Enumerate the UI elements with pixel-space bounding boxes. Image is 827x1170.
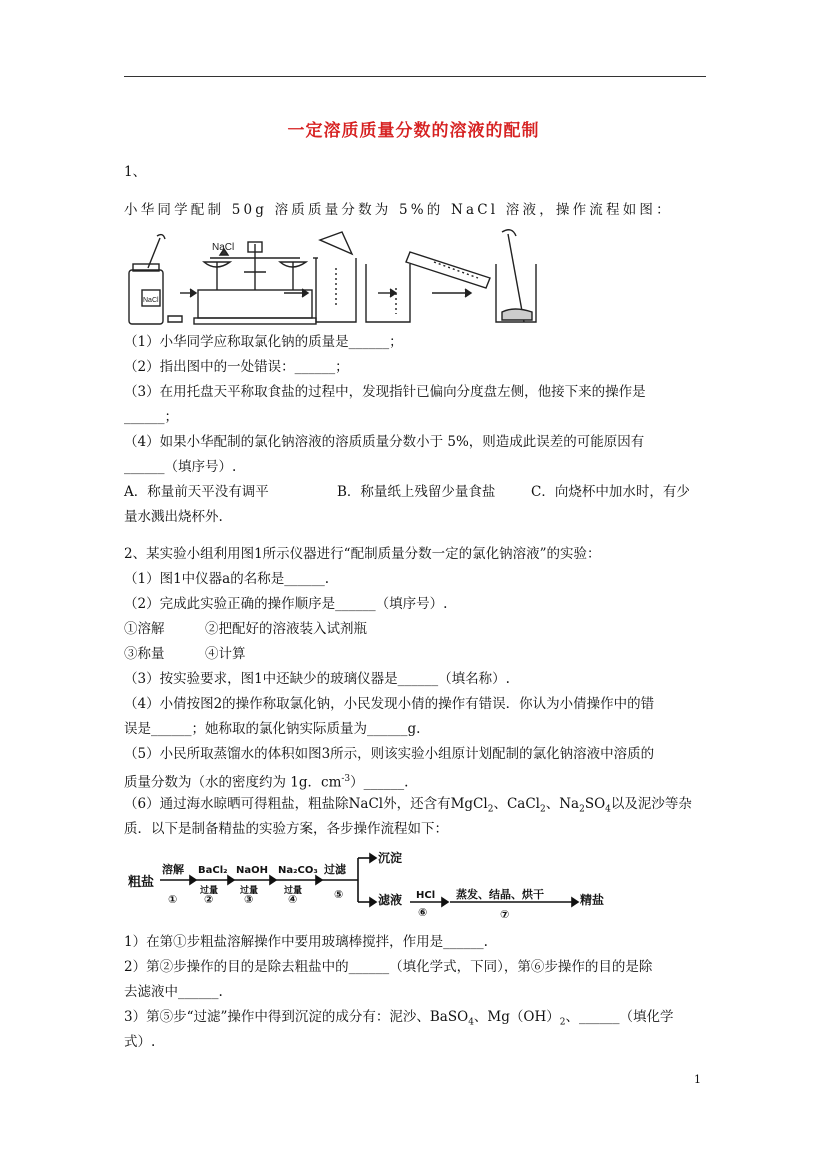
q2-step-2: ②把配好的溶液装入试剂瓶 [205, 621, 367, 637]
flow-naoh: NaOH [236, 865, 268, 876]
question-1-number: 1、 [124, 164, 147, 180]
flow-precipitate: 沉淀 [378, 851, 403, 865]
flow-step-2: ② [204, 893, 214, 906]
flow-bacl2: BaCl₂ [198, 865, 228, 876]
q1-part-2: （2）指出图中的一处错误：______； [124, 359, 349, 375]
nacl-figure-label: NaCl [212, 242, 235, 253]
flow-step-3: ③ [244, 893, 254, 906]
q2-followup-2a: 2）第②步操作的目的是除去粗盐中的______（填化学式，下同），第⑥步操作的目的是除 [124, 959, 653, 975]
reagent-jar-icon [129, 235, 165, 324]
flow-na2co3: Na₂CO₃ [278, 865, 318, 876]
flow-fine-salt: 精盐 [580, 893, 605, 907]
flow-evaporate: 蒸发、结晶、烘干 [456, 888, 544, 901]
q2-part-2: （2）完成此实验正确的操作顺序是______（填序号）. [124, 596, 448, 612]
flow-step-7: ⑦ [500, 908, 510, 921]
q2-part-5a: （5）小民所取蒸馏水的体积如图3所示，则该实验小组原计划配制的氯化钠溶液中溶质的 [124, 746, 655, 762]
page-title: 一定溶质质量分数的溶液的配制 [287, 121, 540, 141]
q2-part-4b: 误是______；她称取的氯化钠实际质量为______g. [124, 721, 421, 737]
q1-part-3b: ______； [124, 409, 178, 425]
q2-step-4: ④计算 [205, 646, 246, 662]
question-2-intro: 2、某实验小组利用图1所示仪器进行“配制质量分数一定的氯化钠溶液”的实验： [124, 546, 601, 562]
flow-filter: 过滤 [324, 863, 346, 876]
flow-excess-3: 过量 [284, 886, 303, 896]
flow-step-4: ④ [288, 893, 298, 906]
q2-followup-2b: 去滤液中______. [124, 984, 223, 1000]
stirring-beaker-icon [496, 230, 536, 322]
q2-followup-3b: 式）. [124, 1034, 156, 1050]
q2-followup-3a: 3）第⑤步“过滤”操作中得到沉淀的成分有：泥沙、BaSO$_4$、$Mg(OH)_2$、______（填化学 [124, 1009, 674, 1028]
q2-part-4a: （4）小倩按图2的操作称取氯化钠，小民发现小倩的操作有错误．你认为小倩操作中的错 [124, 696, 655, 712]
q2-part-1: （1）图1中仪器a的名称是______. [124, 571, 330, 587]
q1-part-1: （1）小华同学应称取氯化钠的质量是______； [124, 334, 403, 350]
q2-step-1: ①溶解 [124, 621, 165, 637]
q2-part-3: （3）按实验要求，图1中还缺少的玻璃仪器是______（填名称）. [124, 671, 510, 687]
q2-step-3: ③称量 [124, 646, 165, 662]
flow-step-6: ⑥ [418, 906, 428, 919]
page-number: 1 [694, 1073, 701, 1086]
q1-option-a: A．称量前天平没有调平 [124, 484, 269, 500]
flow-filtrate: 滤液 [378, 893, 403, 907]
q1-procedure-figure [124, 228, 604, 328]
header-rule [124, 76, 706, 77]
q2-part-5b: 质量分数为（水的密度约为 1g．$cm^{-3})\_\_\_\_\_\_$. [124, 774, 409, 791]
flow-step-1: ① [168, 893, 178, 906]
salt-purification-flowchart [124, 846, 624, 922]
q1-part-4b: ______（填序号）. [124, 459, 237, 475]
flow-crude-salt: 粗盐 [128, 875, 155, 890]
q1-part-3a: （3）在用托盘天平称取食盐的过程中，发现指针已偏向分度盘左侧，他接下来的操作是 [124, 384, 646, 400]
beaker-icon [313, 232, 356, 322]
flow-step-5: ⑤ [334, 888, 344, 901]
q1-part-4a: （4）如果小华配制的氯化钠溶液的溶质质量分数小于 5%，则造成此误差的可能原因有 [124, 434, 645, 450]
q1-option-b: B．称量纸上残留少量食盐 [337, 484, 496, 500]
dish-icon [168, 316, 182, 322]
flow-hcl: HCl [416, 890, 436, 901]
q1-option-c: C．向烧杯中加水时，有少 [531, 484, 690, 500]
beaker-cylinder-icon [366, 252, 490, 322]
jar-label: NaCl [143, 297, 159, 304]
flow-dissolve: 溶解 [162, 863, 184, 876]
q2-part-6a: （6）通过海水晾晒可得粗盐，粗盐除NaCl外，还含有MgCl$_2$、CaCl$_2$、$Na_2SO_4$以及泥沙等杂 [124, 796, 692, 815]
question-1-intro: 小华同学配制 50g 溶质质量分数为 5%的 NaCl 溶液，操作流程如图： [124, 202, 673, 218]
balance-icon [194, 242, 316, 324]
flow-excess-1: 过量 [200, 886, 219, 896]
q2-followup-1: 1）在第①步粗盐溶解操作中要用玻璃棒搅拌，作用是______. [124, 934, 488, 950]
q1-option-c-cont: 量水溅出烧杯外. [124, 509, 223, 525]
flow-excess-2: 过量 [240, 886, 259, 896]
q2-part-6b: 质．以下是制备精盐的实验方案，各步操作流程如下： [124, 821, 448, 837]
